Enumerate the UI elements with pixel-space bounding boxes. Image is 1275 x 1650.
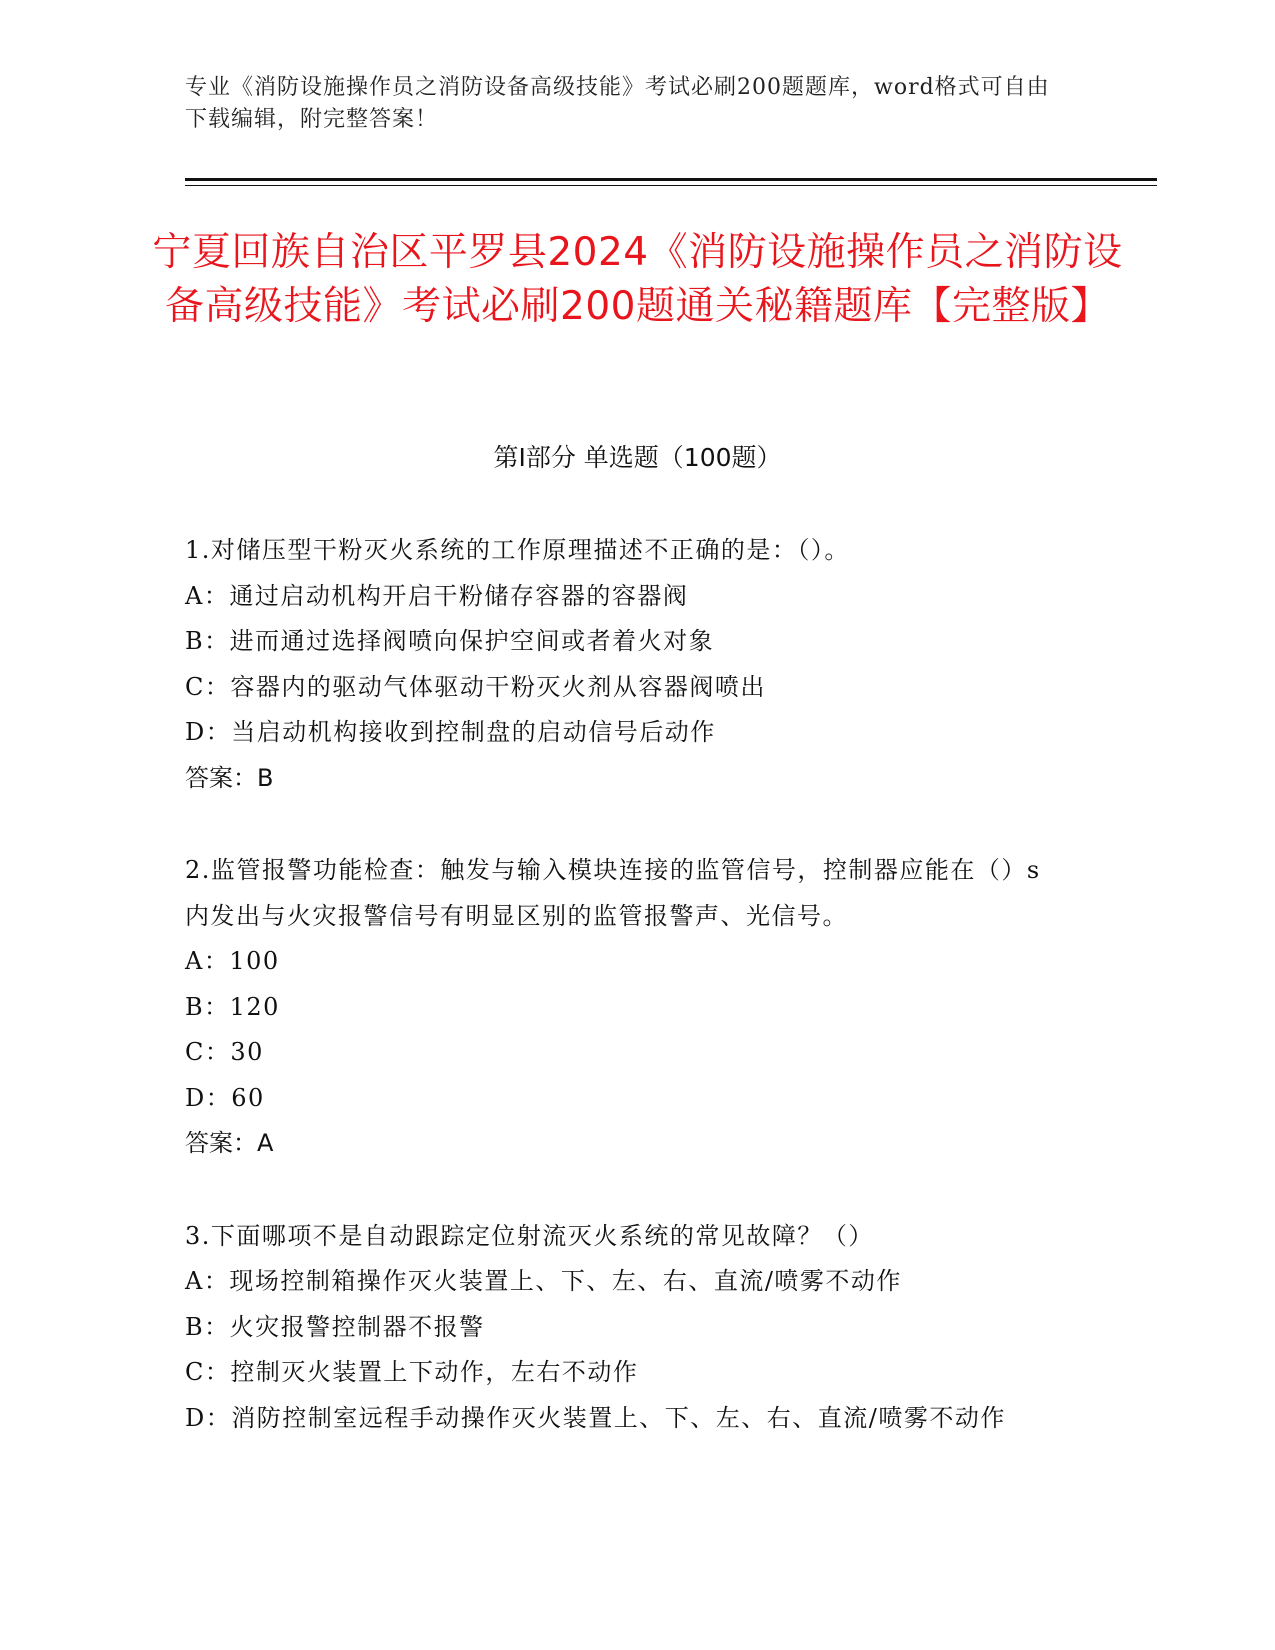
section-title: 第Ⅰ部分 单选题（100题） (493, 443, 782, 472)
document-title: 宁夏回族自治区平罗县2024《消防设施操作员之消防设备高级技能》考试必刷200题通关秘籍题库【完整版】 (152, 230, 1123, 329)
option-d: D：当启动机构接收到控制盘的启动信号后动作 (185, 718, 716, 746)
header-note: 专业《消防设施操作员之消防设备高级技能》考试必刷200题题库，word格式可自由下载编辑，附完整答案！ (185, 75, 1050, 132)
option-a: A：100 (185, 947, 280, 975)
option-d: D：消防控制室远程手动操作灭火装置上、下、左、右、直流/喷雾不动作 (185, 1403, 1006, 1432)
option-b: B：120 (185, 992, 280, 1021)
option-b: B：火灾报警控制器不报警 (185, 1312, 485, 1341)
option-c: C：容器内的驱动气体驱动干粉灭火剂从容器阀喷出 (185, 672, 766, 701)
option-c: C：控制灭火装置上下动作，左右不动作 (185, 1358, 639, 1386)
question-stem: 3.下面哪项不是自动跟踪定位射流灭火系统的常见故障？（） (185, 1221, 874, 1250)
question-1 (185, 528, 1065, 801)
option-a: A：现场控制箱操作灭火装置上、下、左、右、直流/喷雾不动作 (185, 1267, 902, 1295)
question-list (185, 528, 1065, 1441)
option-d: D：60 (185, 1083, 265, 1112)
question-3 (185, 1214, 1065, 1442)
question-2 (185, 848, 1065, 1167)
header-rule-thick (185, 178, 1157, 181)
header-rule-thin (185, 185, 1157, 186)
answer-text: 答案：A (185, 1129, 274, 1157)
option-c: C：30 (185, 1038, 264, 1066)
answer-text: 答案：B (185, 763, 274, 792)
option-a: A：通过启动机构开启干粉储存容器的容器阀 (185, 581, 689, 610)
question-stem: 1.对储压型干粉灭火系统的工作原理描述不正确的是：（）。 (185, 536, 850, 564)
option-b: B：进而通过选择阀喷向保护空间或者着火对象 (185, 627, 715, 655)
question-stem: 2.监管报警功能检查：触发与输入模块连接的监管信号，控制器应能在（）s内发出与火灾报警信号有明显区别的监管报警声、光信号。 (185, 856, 1041, 930)
